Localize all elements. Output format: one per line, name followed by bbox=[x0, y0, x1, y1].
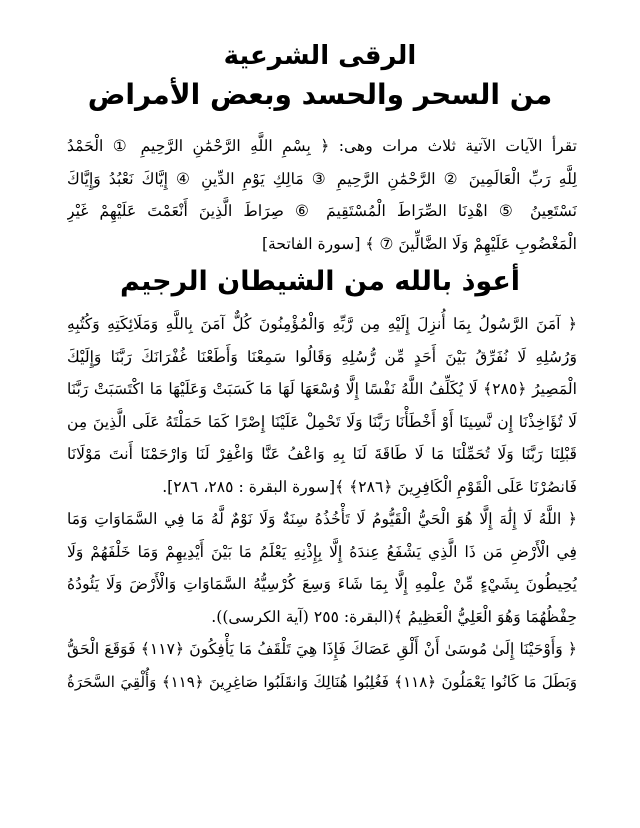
istiadha-heading: أعوذ بالله من الشيطان الرجيم bbox=[119, 266, 521, 297]
document-title: الرقى الشرعية bbox=[223, 41, 417, 71]
text-line: لِلَّهِ رَبِّ الْعَالَمِينَ ② الرَّحْمَٰنِ الرَّحِيمِ ③ مَالِكِ يَوْمِ الدِّينِ ④ إِيَّاكَ نَعْبُدُ وَإِيَّاكَ bbox=[67, 169, 577, 188]
text-line: لَا تُؤَاخِذْنَا إِن نَّسِينَا أَوْ أَخْطَأْنَا رَبَّنَا وَلَا تَحْمِلْ عَلَيْنَا إِصْرًا كَمَا حَمَلْتَهُ عَلَى الَّذِينَ مِن bbox=[67, 412, 577, 431]
text-line: ﴿ وَأَوْحَيْنَا إِلَىٰ مُوسَىٰ أَنْ أَلْقِ عَصَاكَ فَإِذَا هِيَ تَلْقَفُ مَا يَأْفِكُونَ ﴿١١٧﴾ فَوَقَعَ الْحَقُّ bbox=[67, 640, 577, 658]
text-line: ﴿ اللَّهُ لَا إِلَٰهَ إِلَّا هُوَ الْحَيُّ الْقَيُّومُ لَا تَأْخُذُهُ سِنَةٌ وَلَا نَوْمٌ لَّهُ مَا فِي السَّمَاوَاتِ وَمَا bbox=[67, 510, 577, 528]
text-line: وَبَطَلَ مَا كَانُوا يَعْمَلُونَ ﴿١١٨﴾ فَغُلِبُوا هُنَالِكَ وَانقَلَبُوا صَاغِرِينَ ﴿١١٩﴾ وَأُلْقِيَ السَّحَرَةُ bbox=[67, 672, 577, 691]
text-line: يُحِيطُونَ بِشَيْءٍ مِّنْ عِلْمِهِ إِلَّا بِمَا شَاءَ وَسِعَ كُرْسِيُّهُ السَّمَاوَاتِ وَالْأَرْضَ وَلَا يَئُودُهُ bbox=[67, 575, 577, 593]
text-line: نَسْتَعِينُ ⑤ اهْدِنَا الصِّرَاطَ الْمُسْتَقِيمَ ⑥ صِرَاطَ الَّذِينَ أَنْعَمْتَ عَلَيْهِمْ غَيْرِ bbox=[67, 202, 577, 220]
text-line: ﴿ آمَنَ الرَّسُولُ بِمَا أُنزِلَ إِلَيْهِ مِن رَّبِّهِ وَالْمُؤْمِنُونَ كُلٌّ آمَنَ بِاللَّهِ وَمَلَائِكَتِهِ وَكُتُبِهِ bbox=[67, 315, 577, 333]
text-line: الْمَصِيرُ ﴿٢٨٥﴾ لَا يُكَلِّفُ اللَّهُ نَفْسًا إِلَّا وُسْعَهَا لَهَا مَا كَسَبَتْ وَعَلَيْهَا مَا اكْتَسَبَتْ رَبَّنَا bbox=[67, 380, 577, 398]
text-line: حِفْظُهُمَا وَهُوَ الْعَلِيُّ الْعَظِيمُ ﴾(البقرة: ٢٥٥ (آية الكرسى)). bbox=[211, 607, 577, 626]
text-line: فِي الْأَرْضِ مَن ذَا الَّذِي يَشْفَعُ عِندَهُ إِلَّا بِإِذْنِهِ يَعْلَمُ مَا بَيْنَ أَيْدِيهِمْ وَمَا خَلْفَهُمْ وَلَا bbox=[67, 542, 577, 561]
fatiha-paragraph bbox=[67, 130, 577, 260]
text-line: الْمَغْضُوبِ عَلَيْهِمْ وَلَا الضَّالِّينَ ⑦ ﴾ [سورة الفاتحة] bbox=[261, 234, 577, 253]
document-subtitle: من السحر والحسد وبعض الأمراض bbox=[87, 78, 553, 111]
text-line: تقرأ الآيات الآتية ثلاث مرات وهى: ﴿ بِسْمِ اللَّهِ الرَّحْمَٰنِ الرَّحِيمِ ① الْحَمْدُ bbox=[67, 137, 577, 155]
verses-paragraph bbox=[67, 308, 577, 698]
text-line: فَانصُرْنَا عَلَى الْقَوْمِ الْكَافِرِينَ ﴿٢٨٦﴾ ﴾[سورة البقرة : ٢٨٥، ٢٨٦]. bbox=[162, 477, 577, 496]
text-line: وَرُسُلِهِ لَا نُفَرِّقُ بَيْنَ أَحَدٍ مِّن رُّسُلِهِ وَقَالُوا سَمِعْنَا وَأَطَعْنَا غُفْرَانَكَ رَبَّنَا وَإِلَيْكَ bbox=[67, 347, 577, 366]
text-line: قَبْلِنَا رَبَّنَا وَلَا تُحَمِّلْنَا مَا لَا طَاقَةَ لَنَا بِهِ وَاعْفُ عَنَّا وَاغْفِرْ لَنَا وَارْحَمْنَا أَنتَ مَوْلَانَا bbox=[67, 445, 577, 463]
